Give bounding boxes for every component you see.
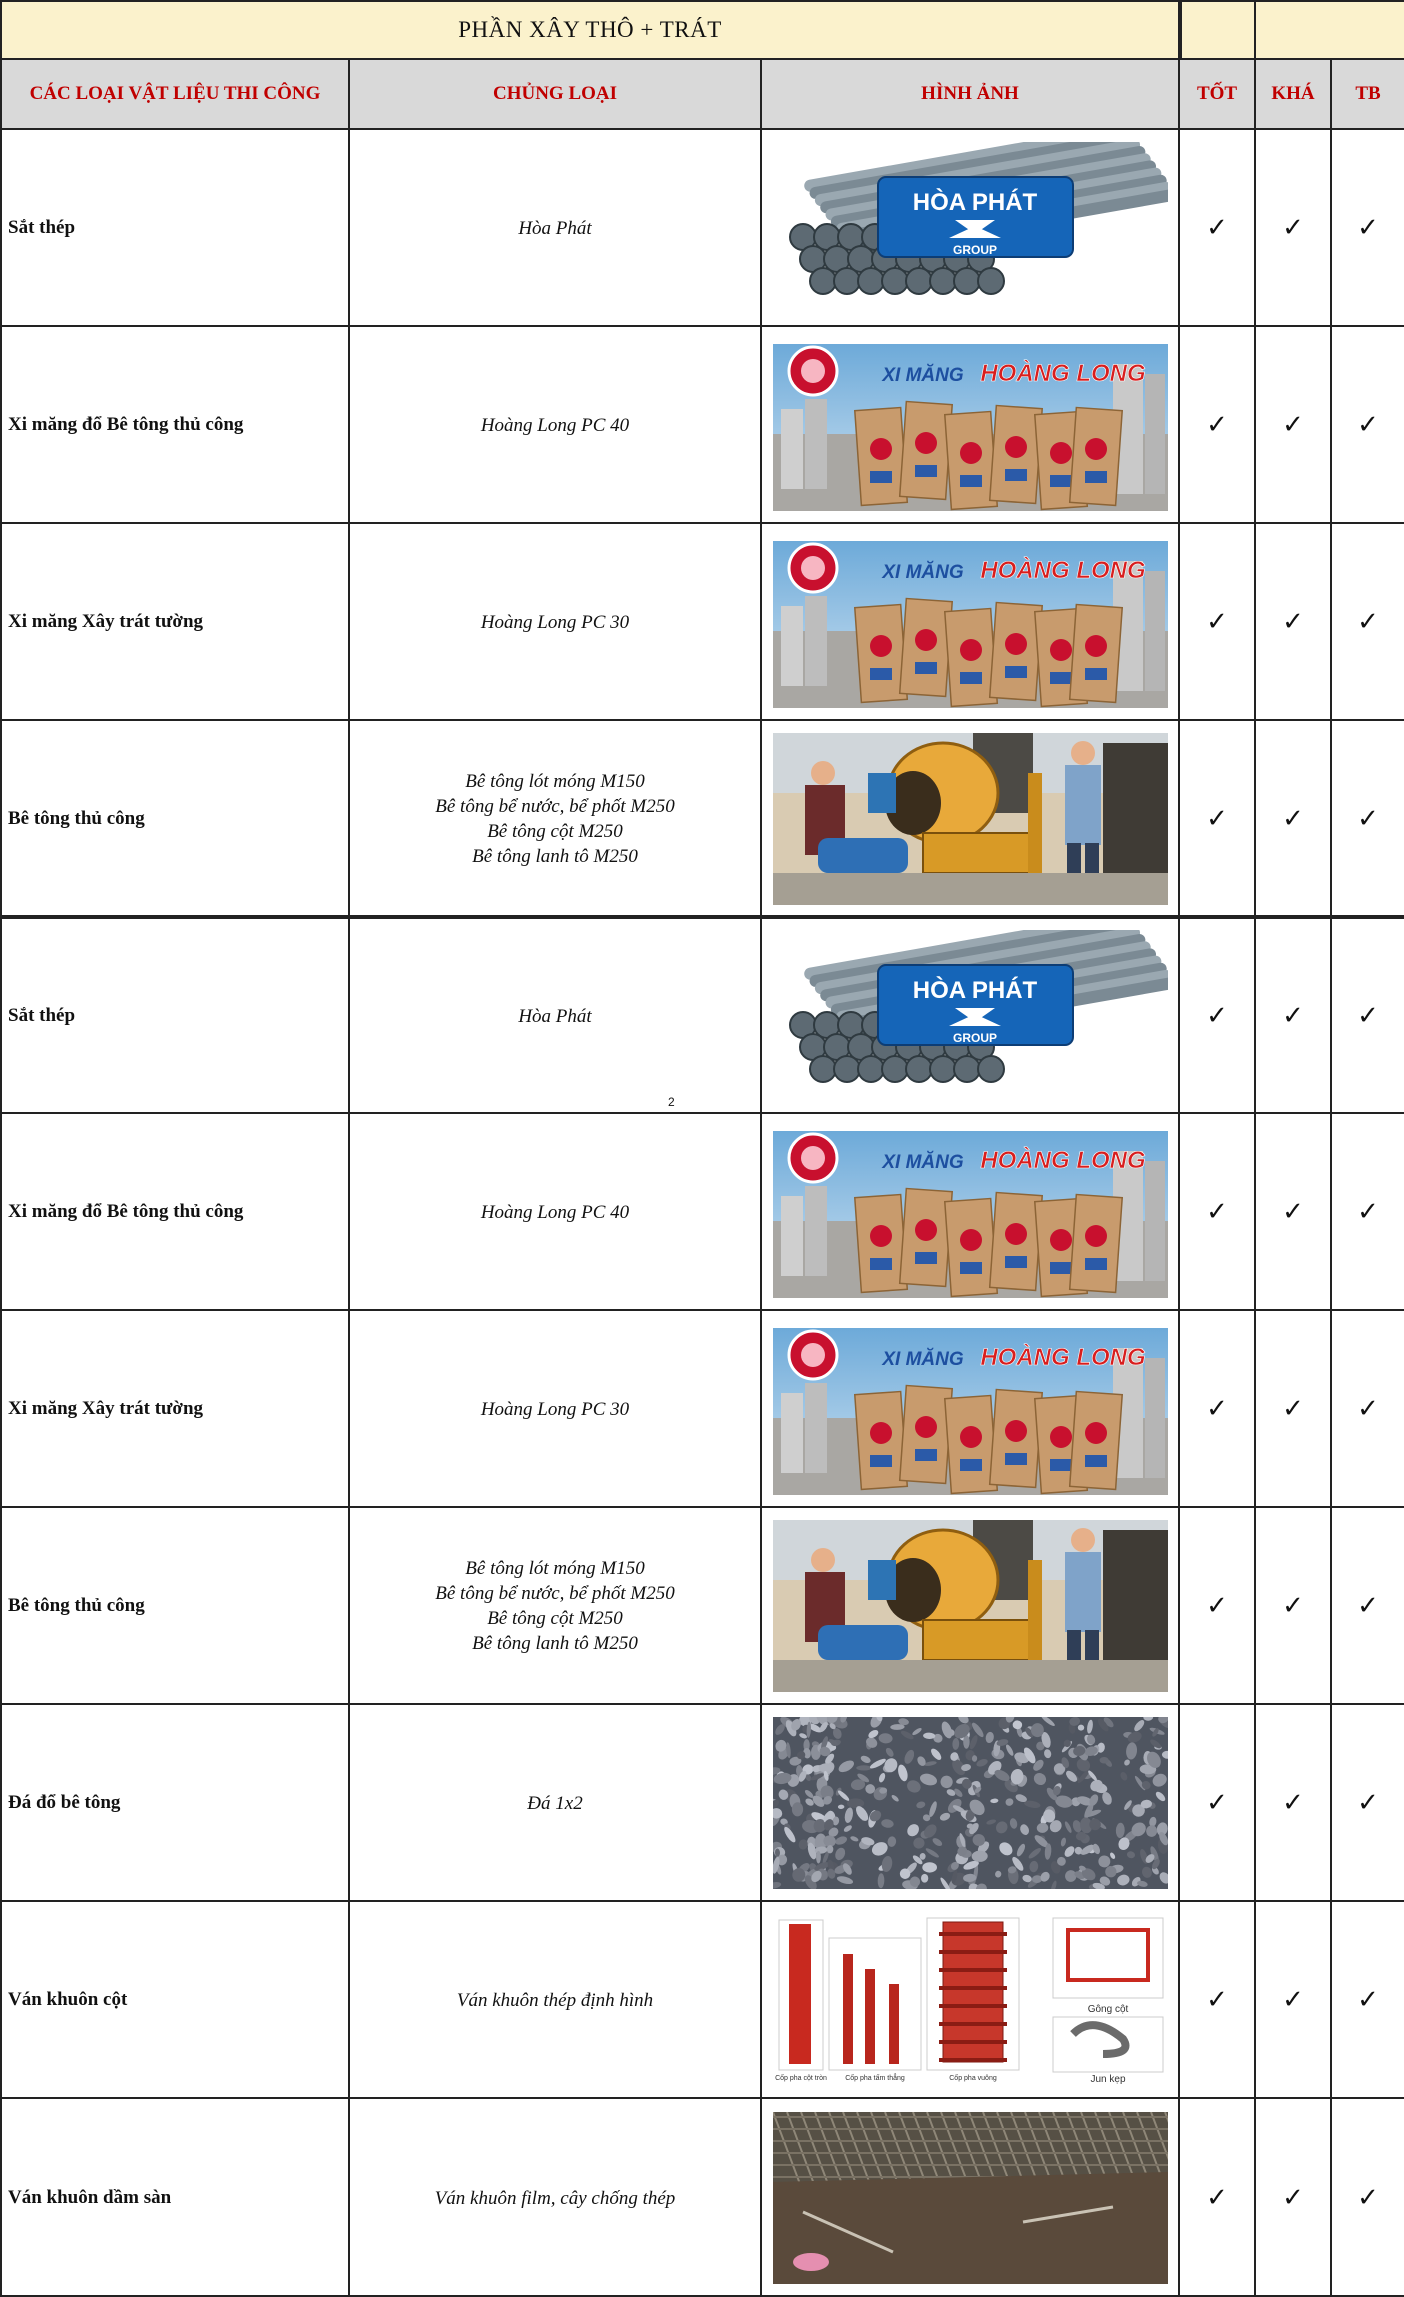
check-average: ✓ [1357,2183,1379,2212]
material-type-line: Hòa Phát [518,217,592,239]
check-good: ✓ [1180,1508,1256,1704]
table-row [0,915,1404,1113]
formwork-caption-gong-cot: Gông cột [1087,2004,1128,2015]
material-type-line: Hoàng Long PC 40 [480,1201,630,1223]
material-type-line: Đá 1x2 [527,1792,583,1814]
check-good: ✓ [1180,919,1256,1113]
material-photo [773,1717,1168,1889]
check-fair: ✓ [1256,327,1332,523]
check-good: ✓ [1180,1902,1256,2098]
check-fair: ✓ [1256,1311,1332,1507]
material-type-line: Hoàng Long PC 40 [480,414,630,436]
material-type-line: Bê tông bể nước, bể phốt M250 [435,1583,675,1604]
table-row [0,325,1404,523]
concrete-mixer-image [773,1520,1168,1692]
cement-banner-prefix: XI MĂNG [881,1349,964,1370]
material-name: Xi măng đổ Bê tông thủ công [0,327,350,523]
formwork-caption-1: Cốp pha tấm thẳng [844,2075,905,2082]
header-fair: KHÁ [1256,60,1332,128]
check-fair: ✓ [1256,130,1332,326]
cement-banner-brand: HOÀNG LONG [979,557,1146,584]
table-row [0,719,1404,917]
check-fair: ✓ [1256,1705,1332,1901]
formwork-caption-jun-kep: Jun kẹp [1089,2074,1126,2085]
material-name: Bê tông thủ công [0,721,350,917]
check-fair: ✓ [1256,524,1332,720]
material-image-cell [762,1902,1180,2098]
material-type-line: Ván khuôn film, cây chống thép [434,2187,676,2209]
material-type-line: Bê tông cột M250 [487,1608,623,1629]
material-type-line: Bê tông cột M250 [487,821,623,842]
header-row [0,58,1404,128]
check-good: ✓ [1180,1114,1256,1310]
material-type-line: Hòa Phát [518,1005,592,1027]
crushed-stone-image [773,1717,1168,1889]
material-type [350,1705,762,1901]
material-image-cell [762,721,1180,917]
material-photo [773,1323,1168,1495]
check-average: ✓ [1357,410,1379,439]
material-name: Sắt thép [0,130,350,326]
check-average: ✓ [1357,1985,1379,2014]
formwork-caption-2: Cốp pha vuông [948,2075,997,2082]
material-image-cell [762,524,1180,720]
material-image-cell [762,919,1180,1113]
hoang-long-cement-image [773,1126,1168,1298]
material-name: Sắt thép [0,919,350,1113]
material-type [350,524,762,720]
check-good: ✓ [1180,524,1256,720]
check-good: ✓ [1180,1311,1256,1507]
check-fair: ✓ [1256,1902,1332,2098]
table-row [0,522,1404,720]
concrete-mixer-image [773,733,1168,905]
header-image: HÌNH ẢNH [762,60,1180,128]
check-good: ✓ [1180,2099,1256,2297]
material-photo [773,142,1168,314]
table-row [0,1900,1404,2098]
check-average: ✓ [1357,1197,1379,1226]
material-type-line: Bê tông lanh tô M250 [472,1633,638,1654]
material-type [350,130,762,326]
material-type [350,1508,762,1704]
hoang-long-cement-image [773,536,1168,708]
material-type [350,1902,762,2098]
material-type [350,721,762,917]
check-average: ✓ [1357,1394,1379,1423]
check-average: ✓ [1357,1001,1379,1030]
check-fair: ✓ [1256,1508,1332,1704]
material-name: Xi măng đổ Bê tông thủ công [0,1114,350,1310]
material-type-line: Ván khuôn thép định hình [456,1989,654,2011]
table-row [0,1506,1404,1704]
check-good: ✓ [1180,327,1256,523]
material-image-cell [762,1508,1180,1704]
cement-banner-prefix: XI MĂNG [881,365,964,386]
check-average: ✓ [1357,1591,1379,1620]
material-type-line: Bê tông lanh tô M250 [472,846,638,867]
hoa-phat-logo-text: HÒA PHÁT [912,189,1037,216]
hoa-phat-logo-text: HÒA PHÁT [912,977,1037,1004]
check-average: ✓ [1357,804,1379,833]
table-title: PHẦN XÂY THÔ + TRÁT [0,2,1180,58]
hoang-long-cement-image [773,1323,1168,1495]
material-type [350,1311,762,1507]
material-type-line: Bê tông lót móng M150 [465,1558,645,1579]
header-good: TỐT [1180,60,1256,128]
material-type-line: Bê tông bể nước, bể phốt M250 [435,796,675,817]
check-good: ✓ [1180,130,1256,326]
hoang-long-cement-image [773,339,1168,511]
material-image-cell [762,1114,1180,1310]
check-fair: ✓ [1256,1114,1332,1310]
table-row [0,2097,1404,2297]
material-photo [773,1520,1168,1692]
table-row [0,1309,1404,1507]
material-type-line: Hoàng Long PC 30 [480,1398,630,1420]
material-name: Bê tông thủ công [0,1508,350,1704]
check-average: ✓ [1357,213,1379,242]
header-type: CHỦNG LOẠI [350,60,762,128]
hoa-phat-group-text: GROUP [952,243,997,257]
table-row [0,128,1404,326]
material-name: Xi măng Xây trát tường [0,524,350,720]
material-type [350,327,762,523]
material-photo [773,1126,1168,1298]
check-average: ✓ [1357,607,1379,636]
material-image-cell [762,327,1180,523]
material-type [350,2099,762,2297]
cement-banner-prefix: XI MĂNG [881,562,964,583]
hoa-phat-steel-image [773,930,1168,1102]
table-row [0,1112,1404,1310]
column-formwork-image [773,1914,1168,2086]
header-average: TB [1355,83,1381,104]
material-photo [773,1914,1168,2086]
material-image-cell [762,2099,1180,2297]
material-name: Ván khuôn dầm sàn [0,2099,350,2297]
title-row [0,0,1404,58]
material-photo [773,2112,1168,2284]
material-type [350,919,762,1113]
cement-banner-prefix: XI MĂNG [881,1152,964,1173]
cement-banner-brand: HOÀNG LONG [979,360,1146,387]
check-fair: ✓ [1256,2099,1332,2297]
material-name: Đá đổ bê tông [0,1705,350,1901]
material-image-cell [762,1705,1180,1901]
cement-banner-brand: HOÀNG LONG [979,1344,1146,1371]
check-fair: ✓ [1256,721,1332,917]
material-name: Ván khuôn cột [0,1902,350,2098]
header-material: CÁC LOẠI VẬT LIỆU THI CÔNG [0,60,350,128]
slab-formwork-image [773,2112,1168,2284]
material-image-cell [762,1311,1180,1507]
check-good: ✓ [1180,1705,1256,1901]
check-good: ✓ [1180,721,1256,917]
title-blank-cell [1180,2,1256,58]
check-fair: ✓ [1256,919,1332,1113]
material-image-cell [762,130,1180,326]
material-type-line: Bê tông lót móng M150 [465,771,645,792]
material-name: Xi măng Xây trát tường [0,1311,350,1507]
material-type [350,1114,762,1310]
cement-banner-brand: HOÀNG LONG [979,1147,1146,1174]
material-photo [773,733,1168,905]
title-blank-cell-2 [1256,2,1404,58]
material-photo [773,930,1168,1102]
material-photo [773,339,1168,511]
formwork-caption-0: Cốp pha cột tròn [774,2075,827,2082]
check-average: ✓ [1357,1788,1379,1817]
material-photo [773,536,1168,708]
hoa-phat-group-text: GROUP [952,1031,997,1045]
table-row [0,1703,1404,1901]
material-type-line: Hoàng Long PC 30 [480,611,630,633]
hoa-phat-steel-image [773,142,1168,314]
page-number: 2 [668,1095,675,1109]
